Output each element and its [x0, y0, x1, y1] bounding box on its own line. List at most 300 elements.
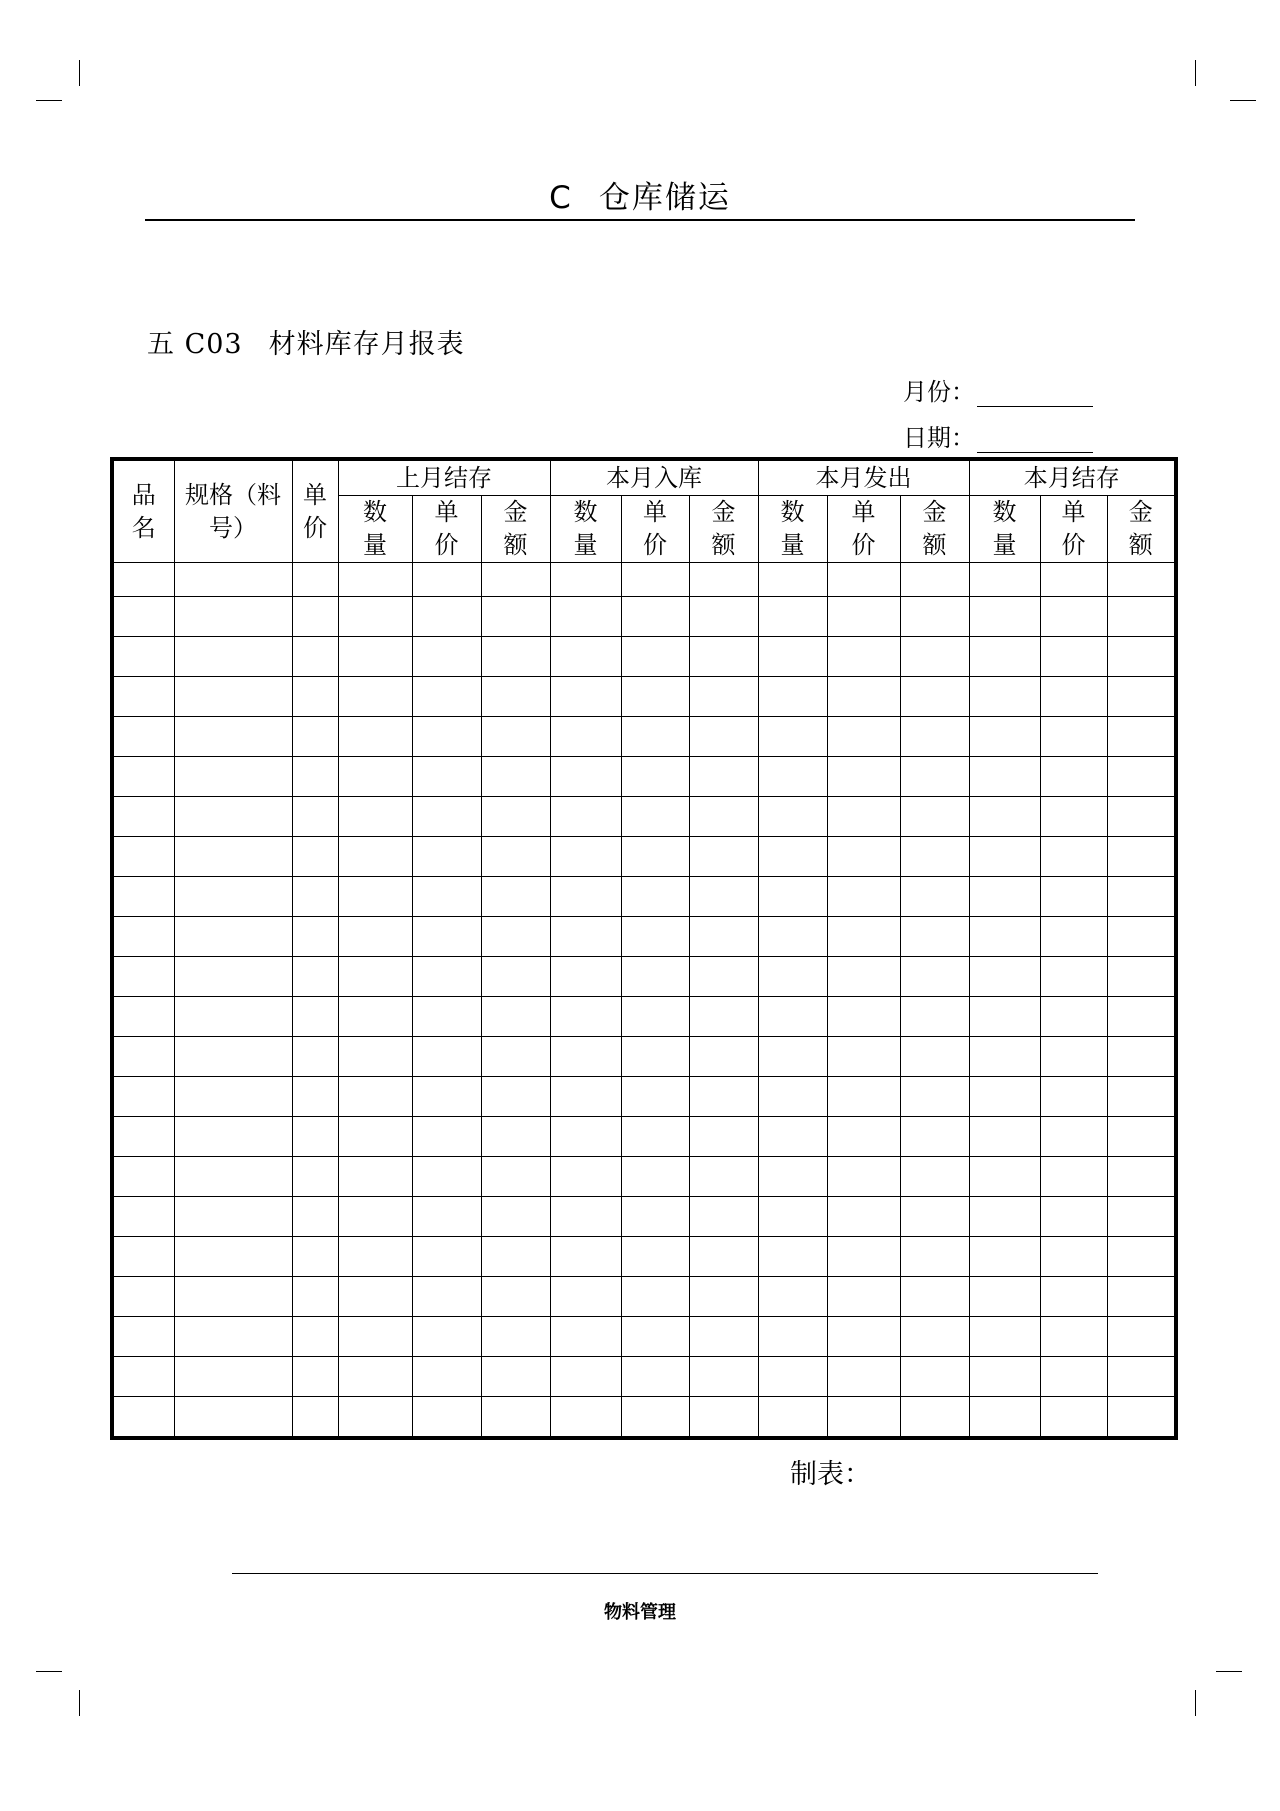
- table-cell[interactable]: [174, 1037, 292, 1077]
- table-cell[interactable]: [621, 1277, 689, 1317]
- table-cell[interactable]: [481, 1397, 550, 1439]
- table-cell[interactable]: [112, 917, 174, 957]
- table-cell[interactable]: [900, 563, 969, 597]
- table-cell[interactable]: [481, 1357, 550, 1397]
- table-cell[interactable]: [827, 877, 900, 917]
- table-cell[interactable]: [292, 677, 338, 717]
- table-cell[interactable]: [1040, 917, 1107, 957]
- table-cell[interactable]: [174, 717, 292, 757]
- table-cell[interactable]: [758, 1117, 827, 1157]
- table-cell[interactable]: [1107, 1037, 1176, 1077]
- table-cell[interactable]: [689, 837, 758, 877]
- table-cell[interactable]: [292, 757, 338, 797]
- table-cell[interactable]: [338, 637, 412, 677]
- table-cell[interactable]: [412, 877, 481, 917]
- table-cell[interactable]: [412, 1077, 481, 1117]
- table-cell[interactable]: [1040, 563, 1107, 597]
- table-cell[interactable]: [758, 1077, 827, 1117]
- table-cell[interactable]: [900, 1197, 969, 1237]
- table-cell[interactable]: [621, 637, 689, 677]
- table-cell[interactable]: [900, 717, 969, 757]
- table-cell[interactable]: [1107, 837, 1176, 877]
- table-cell[interactable]: [481, 1037, 550, 1077]
- table-cell[interactable]: [112, 1117, 174, 1157]
- table-cell[interactable]: [969, 1357, 1040, 1397]
- table-cell[interactable]: [338, 1237, 412, 1277]
- table-cell[interactable]: [550, 1277, 621, 1317]
- table-cell[interactable]: [292, 797, 338, 837]
- table-cell[interactable]: [1040, 1077, 1107, 1117]
- table-cell[interactable]: [827, 1117, 900, 1157]
- table-cell[interactable]: [174, 997, 292, 1037]
- table-cell[interactable]: [112, 837, 174, 877]
- table-cell[interactable]: [1107, 1397, 1176, 1439]
- table-cell[interactable]: [969, 637, 1040, 677]
- table-cell[interactable]: [550, 563, 621, 597]
- table-cell[interactable]: [112, 1077, 174, 1117]
- table-cell[interactable]: [550, 1117, 621, 1157]
- table-cell[interactable]: [292, 997, 338, 1037]
- table-cell[interactable]: [550, 1397, 621, 1439]
- table-cell[interactable]: [621, 1237, 689, 1277]
- table-cell[interactable]: [481, 637, 550, 677]
- table-cell[interactable]: [621, 917, 689, 957]
- table-cell[interactable]: [689, 1357, 758, 1397]
- table-cell[interactable]: [292, 1357, 338, 1397]
- table-cell[interactable]: [412, 563, 481, 597]
- table-cell[interactable]: [550, 957, 621, 997]
- table-cell[interactable]: [969, 957, 1040, 997]
- table-cell[interactable]: [412, 917, 481, 957]
- table-cell[interactable]: [1040, 1277, 1107, 1317]
- table-cell[interactable]: [827, 563, 900, 597]
- table-cell[interactable]: [338, 717, 412, 757]
- table-cell[interactable]: [1107, 1317, 1176, 1357]
- table-cell[interactable]: [550, 757, 621, 797]
- table-cell[interactable]: [969, 1117, 1040, 1157]
- table-cell[interactable]: [112, 637, 174, 677]
- table-cell[interactable]: [174, 957, 292, 997]
- table-cell[interactable]: [550, 837, 621, 877]
- table-cell[interactable]: [174, 917, 292, 957]
- table-cell[interactable]: [338, 677, 412, 717]
- date-blank[interactable]: [977, 428, 1093, 453]
- table-cell[interactable]: [758, 797, 827, 837]
- table-cell[interactable]: [292, 1037, 338, 1077]
- table-cell[interactable]: [292, 957, 338, 997]
- table-cell[interactable]: [1040, 1317, 1107, 1357]
- month-blank[interactable]: [977, 382, 1093, 407]
- table-cell[interactable]: [292, 1197, 338, 1237]
- table-cell[interactable]: [338, 1197, 412, 1237]
- table-cell[interactable]: [827, 1357, 900, 1397]
- table-cell[interactable]: [112, 1277, 174, 1317]
- table-cell[interactable]: [689, 677, 758, 717]
- table-cell[interactable]: [689, 563, 758, 597]
- table-cell[interactable]: [1107, 917, 1176, 957]
- table-cell[interactable]: [689, 717, 758, 757]
- table-cell[interactable]: [550, 1037, 621, 1077]
- table-cell[interactable]: [827, 1157, 900, 1197]
- table-cell[interactable]: [412, 957, 481, 997]
- table-cell[interactable]: [412, 597, 481, 637]
- table-cell[interactable]: [112, 1397, 174, 1439]
- table-cell[interactable]: [621, 877, 689, 917]
- table-cell[interactable]: [621, 563, 689, 597]
- table-cell[interactable]: [969, 877, 1040, 917]
- table-cell[interactable]: [621, 797, 689, 837]
- table-cell[interactable]: [338, 563, 412, 597]
- table-cell[interactable]: [621, 1077, 689, 1117]
- table-cell[interactable]: [338, 1077, 412, 1117]
- table-cell[interactable]: [481, 957, 550, 997]
- table-cell[interactable]: [900, 877, 969, 917]
- table-cell[interactable]: [1040, 1117, 1107, 1157]
- table-cell[interactable]: [481, 1077, 550, 1117]
- table-cell[interactable]: [1107, 1117, 1176, 1157]
- table-cell[interactable]: [412, 1317, 481, 1357]
- table-cell[interactable]: [412, 717, 481, 757]
- table-cell[interactable]: [481, 597, 550, 637]
- table-cell[interactable]: [827, 677, 900, 717]
- table-cell[interactable]: [412, 797, 481, 837]
- table-cell[interactable]: [1107, 1237, 1176, 1277]
- table-cell[interactable]: [969, 757, 1040, 797]
- table-cell[interactable]: [292, 1077, 338, 1117]
- table-cell[interactable]: [112, 1037, 174, 1077]
- table-cell[interactable]: [412, 677, 481, 717]
- table-cell[interactable]: [412, 1197, 481, 1237]
- table-cell[interactable]: [174, 677, 292, 717]
- table-cell[interactable]: [292, 1237, 338, 1277]
- table-cell[interactable]: [1107, 957, 1176, 997]
- table-cell[interactable]: [827, 1077, 900, 1117]
- table-cell[interactable]: [621, 1357, 689, 1397]
- table-cell[interactable]: [481, 1237, 550, 1277]
- table-cell[interactable]: [689, 957, 758, 997]
- table-cell[interactable]: [112, 717, 174, 757]
- table-cell[interactable]: [1040, 797, 1107, 837]
- table-cell[interactable]: [900, 837, 969, 877]
- table-cell[interactable]: [827, 597, 900, 637]
- table-cell[interactable]: [900, 917, 969, 957]
- table-cell[interactable]: [621, 1117, 689, 1157]
- table-cell[interactable]: [969, 1397, 1040, 1439]
- table-cell[interactable]: [827, 1197, 900, 1237]
- table-cell[interactable]: [412, 1357, 481, 1397]
- table-cell[interactable]: [758, 717, 827, 757]
- table-cell[interactable]: [174, 597, 292, 637]
- table-cell[interactable]: [412, 1237, 481, 1277]
- table-cell[interactable]: [689, 637, 758, 677]
- table-cell[interactable]: [481, 677, 550, 717]
- table-cell[interactable]: [1040, 1237, 1107, 1277]
- table-cell[interactable]: [112, 1157, 174, 1197]
- table-cell[interactable]: [481, 837, 550, 877]
- table-cell[interactable]: [550, 1317, 621, 1357]
- table-cell[interactable]: [969, 997, 1040, 1037]
- table-cell[interactable]: [338, 757, 412, 797]
- table-cell[interactable]: [900, 997, 969, 1037]
- table-cell[interactable]: [481, 757, 550, 797]
- table-cell[interactable]: [338, 1397, 412, 1439]
- table-cell[interactable]: [900, 1037, 969, 1077]
- table-cell[interactable]: [481, 797, 550, 837]
- table-cell[interactable]: [174, 837, 292, 877]
- table-cell[interactable]: [174, 757, 292, 797]
- table-cell[interactable]: [969, 597, 1040, 637]
- table-cell[interactable]: [1107, 637, 1176, 677]
- table-cell[interactable]: [1040, 1157, 1107, 1197]
- table-cell[interactable]: [689, 1397, 758, 1439]
- table-cell[interactable]: [481, 1197, 550, 1237]
- table-cell[interactable]: [481, 997, 550, 1037]
- table-cell[interactable]: [550, 1197, 621, 1237]
- table-cell[interactable]: [621, 1037, 689, 1077]
- table-cell[interactable]: [174, 797, 292, 837]
- table-cell[interactable]: [550, 1237, 621, 1277]
- table-cell[interactable]: [1107, 717, 1176, 757]
- table-cell[interactable]: [1107, 797, 1176, 837]
- table-cell[interactable]: [174, 1397, 292, 1439]
- table-cell[interactable]: [292, 837, 338, 877]
- table-cell[interactable]: [621, 957, 689, 997]
- table-cell[interactable]: [292, 877, 338, 917]
- table-cell[interactable]: [112, 957, 174, 997]
- table-cell[interactable]: [969, 1037, 1040, 1077]
- table-cell[interactable]: [621, 677, 689, 717]
- table-cell[interactable]: [412, 637, 481, 677]
- table-cell[interactable]: [758, 1317, 827, 1357]
- table-cell[interactable]: [112, 997, 174, 1037]
- table-cell[interactable]: [621, 997, 689, 1037]
- table-cell[interactable]: [338, 797, 412, 837]
- table-cell[interactable]: [292, 597, 338, 637]
- table-cell[interactable]: [689, 1117, 758, 1157]
- table-cell[interactable]: [174, 1277, 292, 1317]
- table-cell[interactable]: [621, 717, 689, 757]
- table-cell[interactable]: [1107, 877, 1176, 917]
- table-cell[interactable]: [338, 1357, 412, 1397]
- table-cell[interactable]: [827, 1317, 900, 1357]
- table-cell[interactable]: [758, 997, 827, 1037]
- table-cell[interactable]: [969, 917, 1040, 957]
- table-cell[interactable]: [900, 757, 969, 797]
- table-cell[interactable]: [1040, 1397, 1107, 1439]
- table-cell[interactable]: [338, 917, 412, 957]
- table-cell[interactable]: [112, 797, 174, 837]
- table-cell[interactable]: [689, 1157, 758, 1197]
- table-cell[interactable]: [292, 1277, 338, 1317]
- table-cell[interactable]: [621, 597, 689, 637]
- table-cell[interactable]: [292, 917, 338, 957]
- table-cell[interactable]: [1040, 597, 1107, 637]
- table-cell[interactable]: [900, 677, 969, 717]
- table-cell[interactable]: [900, 1237, 969, 1277]
- table-cell[interactable]: [338, 597, 412, 637]
- table-cell[interactable]: [689, 597, 758, 637]
- table-cell[interactable]: [174, 1237, 292, 1277]
- table-cell[interactable]: [112, 597, 174, 637]
- table-cell[interactable]: [758, 563, 827, 597]
- table-cell[interactable]: [550, 1157, 621, 1197]
- table-cell[interactable]: [481, 1117, 550, 1157]
- table-cell[interactable]: [112, 1357, 174, 1397]
- table-cell[interactable]: [481, 917, 550, 957]
- table-cell[interactable]: [969, 1277, 1040, 1317]
- table-cell[interactable]: [1107, 677, 1176, 717]
- table-cell[interactable]: [689, 1237, 758, 1277]
- table-cell[interactable]: [1107, 563, 1176, 597]
- table-cell[interactable]: [758, 1357, 827, 1397]
- table-cell[interactable]: [969, 1157, 1040, 1197]
- table-cell[interactable]: [412, 757, 481, 797]
- table-cell[interactable]: [900, 1357, 969, 1397]
- table-cell[interactable]: [338, 1277, 412, 1317]
- table-cell[interactable]: [412, 1157, 481, 1197]
- table-cell[interactable]: [969, 563, 1040, 597]
- table-cell[interactable]: [174, 1197, 292, 1237]
- table-cell[interactable]: [621, 1157, 689, 1197]
- table-cell[interactable]: [1040, 837, 1107, 877]
- table-cell[interactable]: [758, 677, 827, 717]
- table-cell[interactable]: [900, 1077, 969, 1117]
- table-cell[interactable]: [969, 1237, 1040, 1277]
- table-cell[interactable]: [758, 1277, 827, 1317]
- table-cell[interactable]: [827, 757, 900, 797]
- table-cell[interactable]: [689, 1317, 758, 1357]
- table-cell[interactable]: [112, 563, 174, 597]
- table-cell[interactable]: [900, 1117, 969, 1157]
- table-cell[interactable]: [412, 1277, 481, 1317]
- table-cell[interactable]: [758, 637, 827, 677]
- table-cell[interactable]: [1107, 757, 1176, 797]
- table-cell[interactable]: [1107, 1077, 1176, 1117]
- table-cell[interactable]: [550, 997, 621, 1037]
- table-cell[interactable]: [969, 837, 1040, 877]
- table-cell[interactable]: [338, 837, 412, 877]
- table-cell[interactable]: [621, 837, 689, 877]
- table-cell[interactable]: [900, 957, 969, 997]
- table-cell[interactable]: [827, 1277, 900, 1317]
- table-cell[interactable]: [900, 1277, 969, 1317]
- table-cell[interactable]: [969, 1077, 1040, 1117]
- table-cell[interactable]: [112, 1317, 174, 1357]
- table-cell[interactable]: [481, 1317, 550, 1357]
- table-cell[interactable]: [550, 1077, 621, 1117]
- table-cell[interactable]: [1107, 997, 1176, 1037]
- table-cell[interactable]: [174, 1077, 292, 1117]
- table-cell[interactable]: [758, 837, 827, 877]
- table-cell[interactable]: [827, 1237, 900, 1277]
- table-cell[interactable]: [827, 1397, 900, 1439]
- table-cell[interactable]: [827, 957, 900, 997]
- table-cell[interactable]: [1107, 1157, 1176, 1197]
- table-cell[interactable]: [758, 1237, 827, 1277]
- table-cell[interactable]: [689, 917, 758, 957]
- table-cell[interactable]: [758, 917, 827, 957]
- table-cell[interactable]: [758, 1397, 827, 1439]
- table-cell[interactable]: [481, 1277, 550, 1317]
- table-cell[interactable]: [174, 1117, 292, 1157]
- table-cell[interactable]: [292, 563, 338, 597]
- table-cell[interactable]: [689, 877, 758, 917]
- table-cell[interactable]: [174, 1157, 292, 1197]
- table-cell[interactable]: [827, 1037, 900, 1077]
- table-cell[interactable]: [621, 1197, 689, 1237]
- table-cell[interactable]: [969, 1197, 1040, 1237]
- table-cell[interactable]: [292, 1317, 338, 1357]
- table-cell[interactable]: [758, 1157, 827, 1197]
- table-cell[interactable]: [1040, 1357, 1107, 1397]
- table-cell[interactable]: [338, 1317, 412, 1357]
- table-cell[interactable]: [689, 1037, 758, 1077]
- table-cell[interactable]: [550, 1357, 621, 1397]
- table-cell[interactable]: [969, 717, 1040, 757]
- table-cell[interactable]: [969, 677, 1040, 717]
- table-cell[interactable]: [1040, 997, 1107, 1037]
- table-cell[interactable]: [338, 1037, 412, 1077]
- table-cell[interactable]: [1040, 957, 1107, 997]
- table-cell[interactable]: [338, 957, 412, 997]
- table-cell[interactable]: [481, 1157, 550, 1197]
- table-cell[interactable]: [900, 1157, 969, 1197]
- table-cell[interactable]: [827, 997, 900, 1037]
- table-cell[interactable]: [338, 877, 412, 917]
- table-cell[interactable]: [900, 1397, 969, 1439]
- table-cell[interactable]: [827, 717, 900, 757]
- table-cell[interactable]: [1107, 1357, 1176, 1397]
- table-cell[interactable]: [292, 717, 338, 757]
- table-cell[interactable]: [174, 1357, 292, 1397]
- table-cell[interactable]: [550, 597, 621, 637]
- table-cell[interactable]: [689, 1277, 758, 1317]
- table-cell[interactable]: [1107, 1277, 1176, 1317]
- table-cell[interactable]: [1107, 1197, 1176, 1237]
- table-cell[interactable]: [900, 597, 969, 637]
- table-cell[interactable]: [827, 837, 900, 877]
- table-cell[interactable]: [481, 717, 550, 757]
- table-cell[interactable]: [112, 677, 174, 717]
- table-cell[interactable]: [900, 797, 969, 837]
- table-cell[interactable]: [758, 597, 827, 637]
- table-cell[interactable]: [758, 1037, 827, 1077]
- table-cell[interactable]: [174, 877, 292, 917]
- table-cell[interactable]: [1040, 1197, 1107, 1237]
- table-cell[interactable]: [1040, 1037, 1107, 1077]
- table-cell[interactable]: [1040, 677, 1107, 717]
- table-cell[interactable]: [689, 1197, 758, 1237]
- table-cell[interactable]: [412, 1117, 481, 1157]
- table-cell[interactable]: [550, 797, 621, 837]
- table-cell[interactable]: [827, 917, 900, 957]
- table-cell[interactable]: [758, 757, 827, 797]
- table-cell[interactable]: [412, 837, 481, 877]
- table-cell[interactable]: [689, 997, 758, 1037]
- table-cell[interactable]: [112, 757, 174, 797]
- table-cell[interactable]: [292, 637, 338, 677]
- table-cell[interactable]: [900, 637, 969, 677]
- table-cell[interactable]: [112, 877, 174, 917]
- table-cell[interactable]: [758, 957, 827, 997]
- table-cell[interactable]: [969, 1317, 1040, 1357]
- table-cell[interactable]: [758, 1197, 827, 1237]
- table-cell[interactable]: [174, 637, 292, 677]
- table-cell[interactable]: [1040, 717, 1107, 757]
- table-cell[interactable]: [338, 997, 412, 1037]
- table-cell[interactable]: [550, 637, 621, 677]
- table-cell[interactable]: [174, 1317, 292, 1357]
